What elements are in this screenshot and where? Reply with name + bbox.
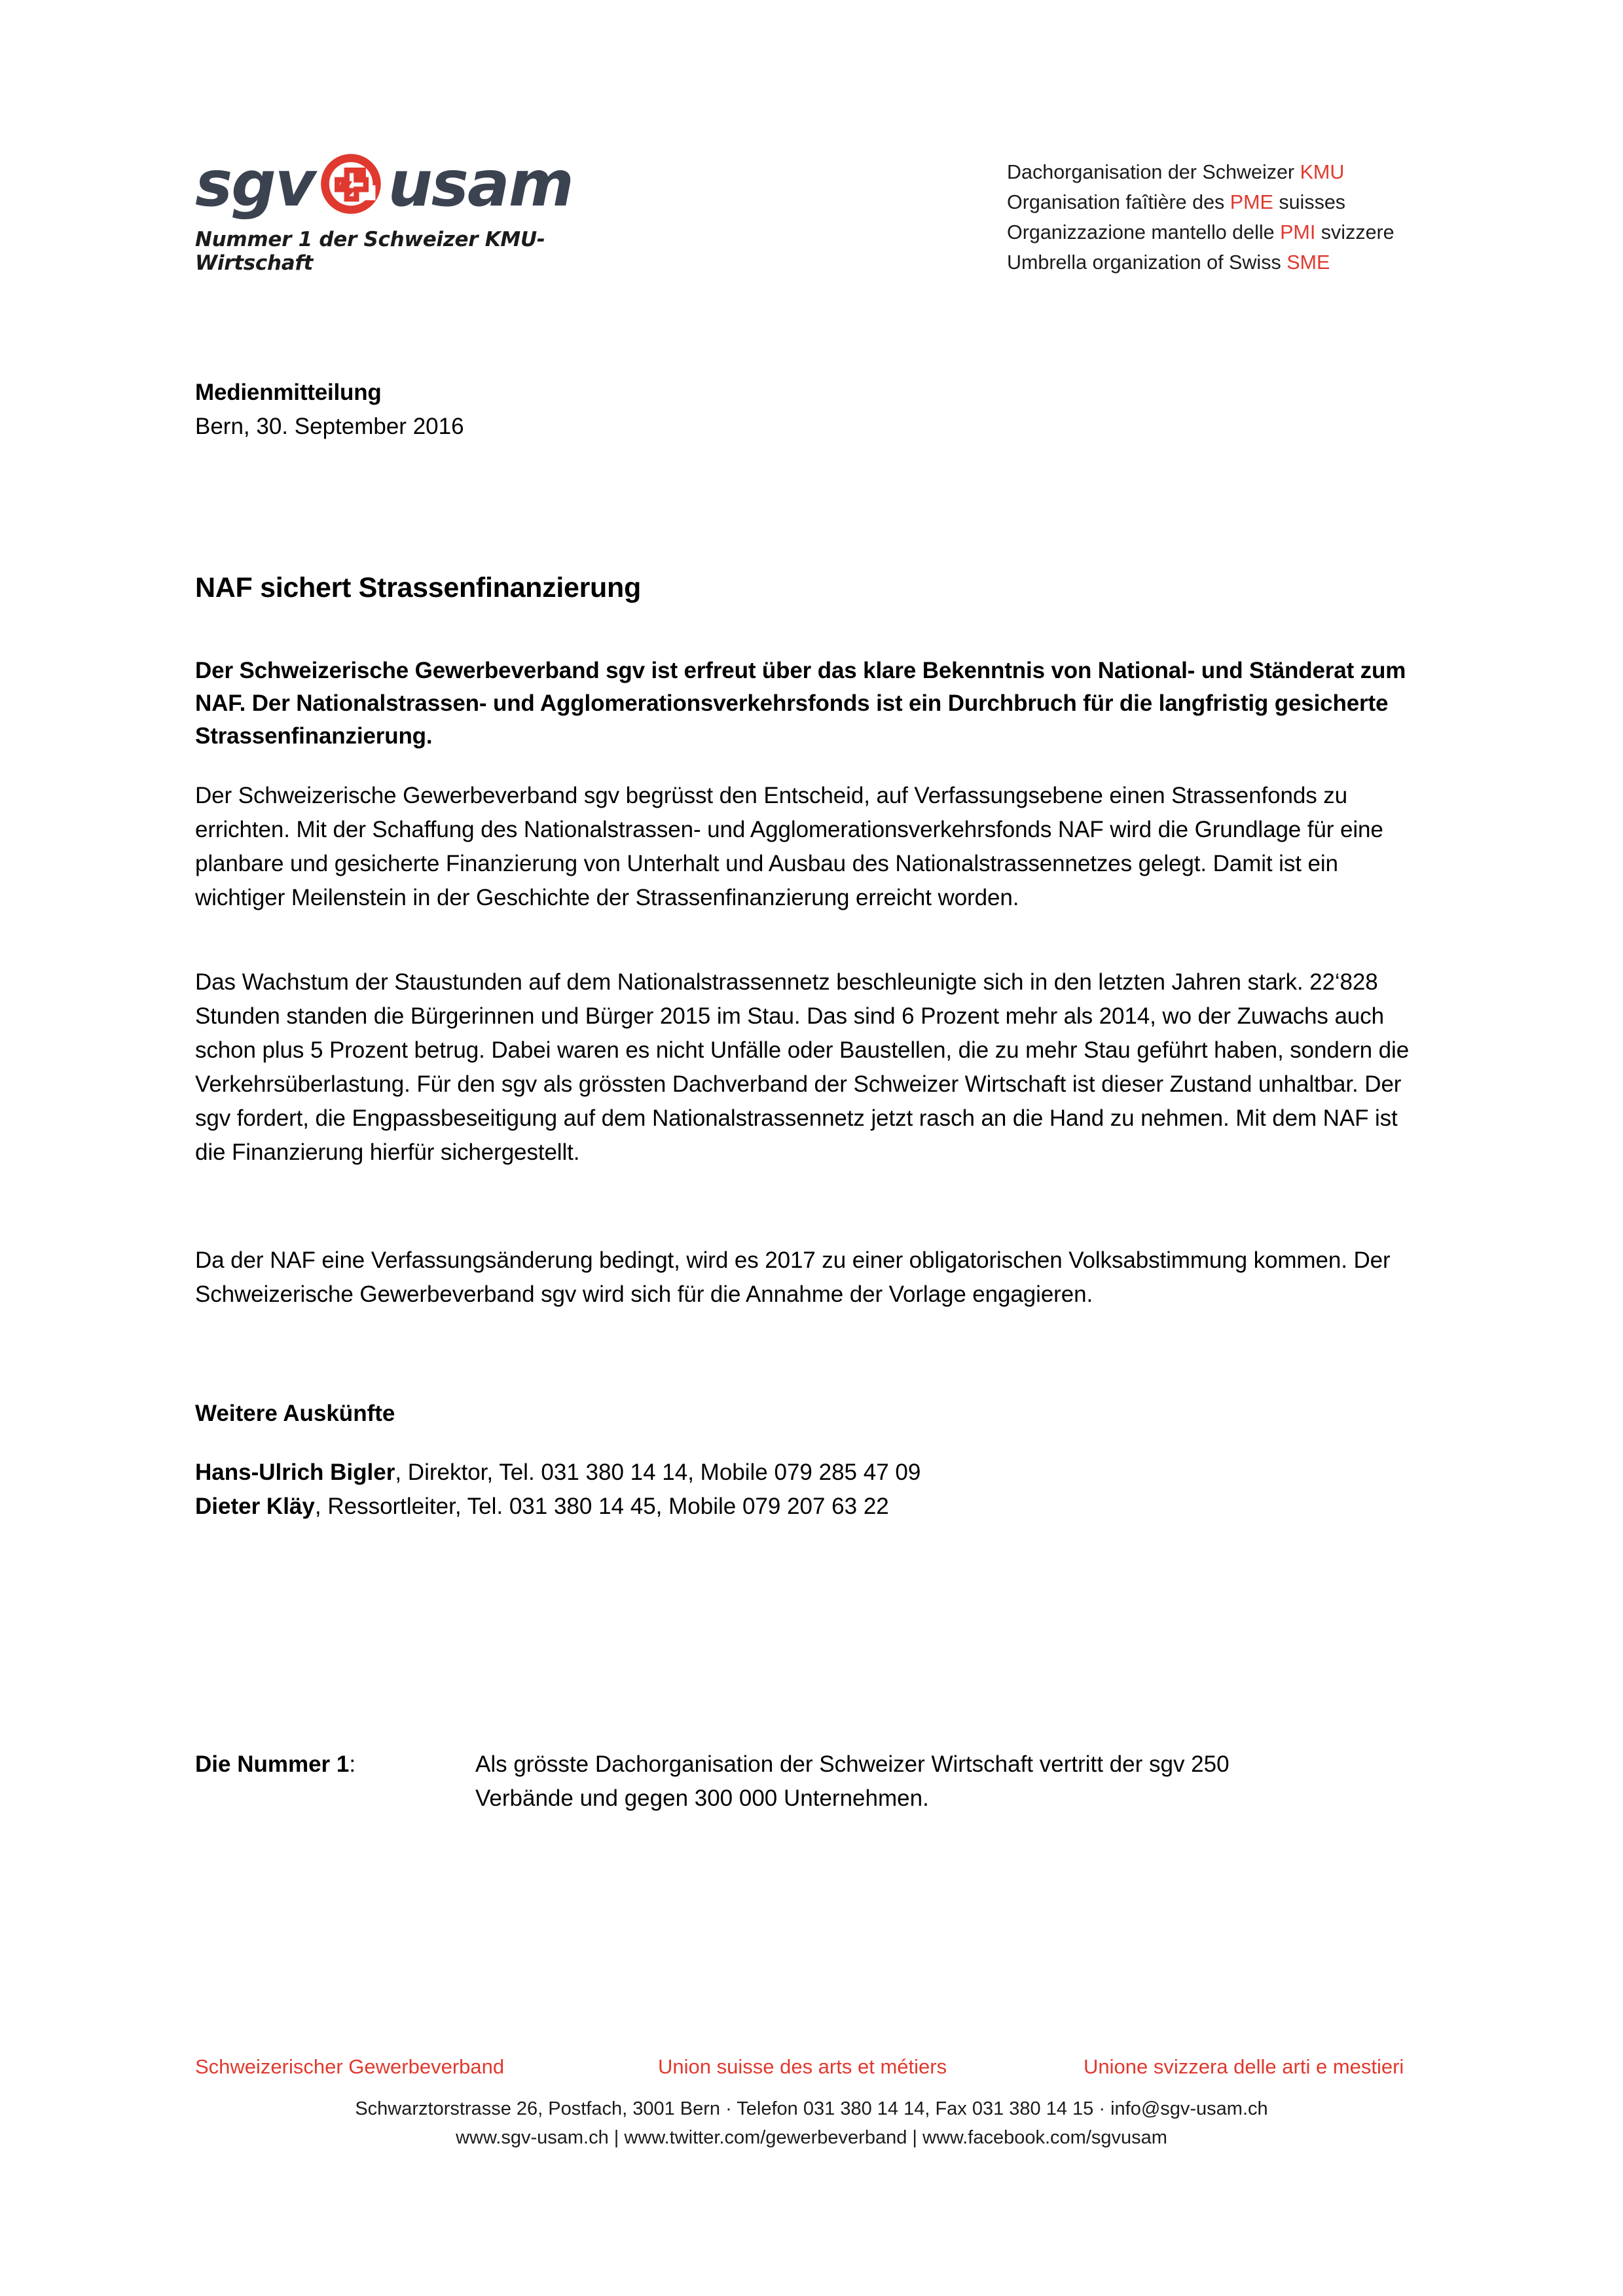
page-title: NAF sichert Strassenfinanzierung <box>195 571 641 603</box>
org-line-de <box>1007 157 1395 187</box>
org-line-en <box>1007 247 1395 278</box>
org-line-it-suffix: svizzere <box>1315 221 1395 243</box>
logo-text-sgv: sgv <box>195 147 315 221</box>
org-line-fr <box>1007 187 1395 217</box>
org-line-fr-prefix: Organisation faîtière des <box>1007 191 1230 213</box>
boilerplate-text: Als grösste Dachorganisation der Schweizer Wirtschaft vertritt der sgv 250 Verbände und gegen 300 000 Unternehmen. <box>475 1751 1230 1811</box>
org-line-it <box>1007 217 1395 247</box>
logo-text-usam: usam <box>388 147 573 221</box>
document-footer <box>0 2055 1623 2152</box>
org-line-fr-acronym: PME <box>1230 191 1273 213</box>
boilerplate-label-text: Die Nummer 1 <box>195 1751 350 1777</box>
lead-paragraph: Der Schweizerische Gewerbeverband sgv ist erfreut über das klare Bekenntnis von National- und Ständerat zum NAF. Der Nationalstrassen- und Agglomerationsverkehrsfonds ist ein Durchbruch für die langfristig gesicherte Strassenfinanzierung. <box>195 658 1406 749</box>
boilerplate-label <box>195 1748 475 1782</box>
contact-person-1-name: Hans-Ulrich Bigler <box>195 1460 395 1485</box>
release-type-label: Medienmitteilung <box>195 380 382 405</box>
footer-links[interactable]: www.sgv-usam.ch | www.twitter.com/gewerbeverband | www.facebook.com/sgvusam <box>456 2127 1167 2148</box>
body-paragraph-2: Das Wachstum der Staustunden auf dem Nationalstrassennetz beschleunigte sich in den letzten Jahren stark. 22‘828 Stunden standen die Bürgerinnen und Bürger 2015 im Stau. Das sind 6 Prozent mehr als 2014, wo der Zuwachs auch schon plus 5 Prozent betrug. Dabei waren es nicht Unfälle oder Baustellen, die zu mehr Stau geführt haben, sondern die Verkehrsüberlastung. Für den sgv als grössten Dachverband der Schweizer Wirtschaft ist dieser Zustand unhaltbar. Der sgv fordert, die Engpassbeseitigung auf dem Nationalstrassennetz jetzt rasch an die Hand zu nehmen. Mit dem NAF ist die Finanzierung hierfür sichergestellt. <box>195 969 1410 1165</box>
org-line-fr-suffix: suisses <box>1273 191 1346 213</box>
contact-person-2 <box>195 1490 889 1523</box>
logo-tagline: Nummer 1 der Schweizer KMU-Wirtschaft <box>195 228 545 275</box>
org-line-de-acronym: KMU <box>1300 161 1345 183</box>
organization-descriptor-lines <box>1007 157 1395 278</box>
org-line-it-prefix: Organizzazione mantello delle <box>1007 221 1281 243</box>
org-line-de-prefix: Dachorganisation der Schweizer <box>1007 161 1300 183</box>
boilerplate-label-colon: : <box>349 1751 356 1777</box>
contact-person-1 <box>195 1456 921 1489</box>
document-header <box>195 145 1512 275</box>
sgv-usam-logo <box>195 145 601 275</box>
release-dateline: Bern, 30. September 2016 <box>195 414 464 439</box>
contact-person-2-details: , Ressortleiter, Tel. 031 380 14 45, Mobile 079 207 63 22 <box>314 1494 889 1519</box>
org-line-en-acronym: SME <box>1286 251 1330 274</box>
contact-person-1-details: , Direktor, Tel. 031 380 14 14, Mobile 079 285 47 09 <box>395 1460 921 1485</box>
org-line-it-acronym: PMI <box>1280 221 1316 243</box>
contact-section-heading: Weitere Auskünfte <box>195 1401 395 1426</box>
footer-name-it: Unione svizzera delle arti e mestieri <box>1084 2055 1404 2078</box>
contact-person-2-name: Dieter Kläy <box>195 1494 315 1519</box>
body-paragraph-1: Der Schweizerische Gewerbeverband sgv begrüsst den Entscheid, auf Verfassungsebene einen Strassenfonds zu errichten. Mit der Schaffung des Nationalstrassen- und Agglomerationsverkehrsfonds NAF wird die Grundlage für eine planbare und gesicherte Finanzierung von Unterhalt und Ausbau des Nationalstrassennetzes gelegt. Damit ist ein wichtiger Meilenstein in der Geschichte der Strassenfinanzierung erreicht worden. <box>195 783 1383 910</box>
footer-address: Schwarztorstrasse 26, Postfach, 3001 Bern · Telefon 031 380 14 14, Fax 031 380 14 15 · info@sgv-usam.ch <box>355 2098 1268 2119</box>
boilerplate-row <box>195 1748 1243 1816</box>
org-line-en-prefix: Umbrella organization of Swiss <box>1007 251 1287 274</box>
footer-name-de: Schweizerischer Gewerbeverband <box>195 2055 505 2078</box>
swiss-cross-emblem-icon <box>317 150 385 218</box>
footer-organization-names <box>0 2055 1623 2089</box>
footer-name-fr: Union suisse des arts et métiers <box>658 2055 947 2078</box>
logo-wordmark <box>195 145 601 223</box>
body-paragraph-3: Da der NAF eine Verfassungsänderung bedingt, wird es 2017 zu einer obligatorischen Volksabstimmung kommen. Der Schweizerische Gewerbeverband sgv wird sich für die Annahme der Vorlage engagieren. <box>195 1247 1391 1307</box>
